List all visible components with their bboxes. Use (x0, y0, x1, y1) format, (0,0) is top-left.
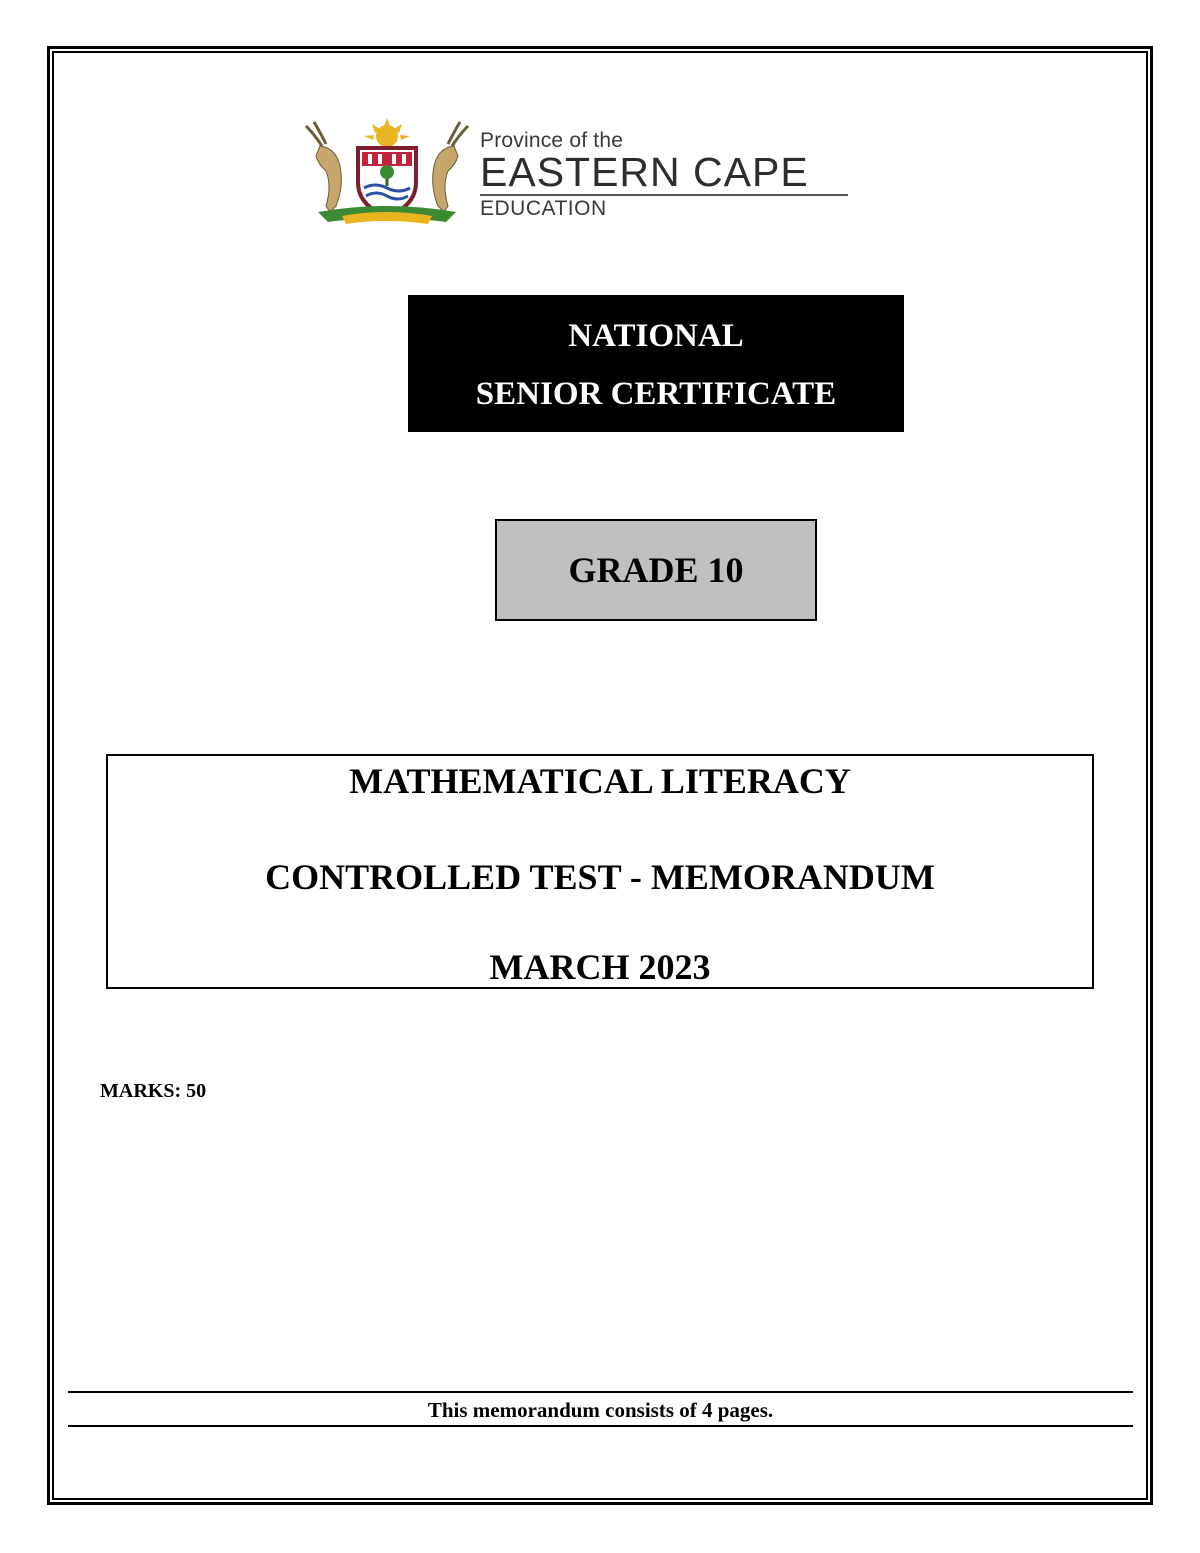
footer-divider-top (68, 1391, 1133, 1393)
logo-wordmark (480, 130, 848, 222)
page-count-note: This memorandum consists of 4 pages. (427, 1398, 774, 1422)
test-type: CONTROLLED TEST - MEMORANDUM (265, 857, 935, 897)
logo-education-text: EDUCATION (480, 197, 607, 220)
certificate-banner (408, 295, 904, 432)
eastern-cape-education-logo (296, 116, 856, 228)
logo-province-text: Province of the (480, 129, 624, 152)
total-marks: MARKS: 50 (100, 1080, 207, 1102)
logo-eastern-cape-text: EASTERN CAPE (480, 152, 848, 196)
footer-divider-bottom (68, 1425, 1133, 1427)
coat-of-arms-icon (296, 116, 478, 228)
subject-box (106, 754, 1094, 989)
exam-date: MARCH 2023 (489, 947, 711, 987)
certificate-line-national: NATIONAL (568, 318, 744, 354)
subject-title: MATHEMATICAL LITERACY (349, 761, 851, 801)
grade-box: GRADE 10 (495, 519, 817, 621)
certificate-line-senior: SENIOR CERTIFICATE (475, 376, 837, 412)
